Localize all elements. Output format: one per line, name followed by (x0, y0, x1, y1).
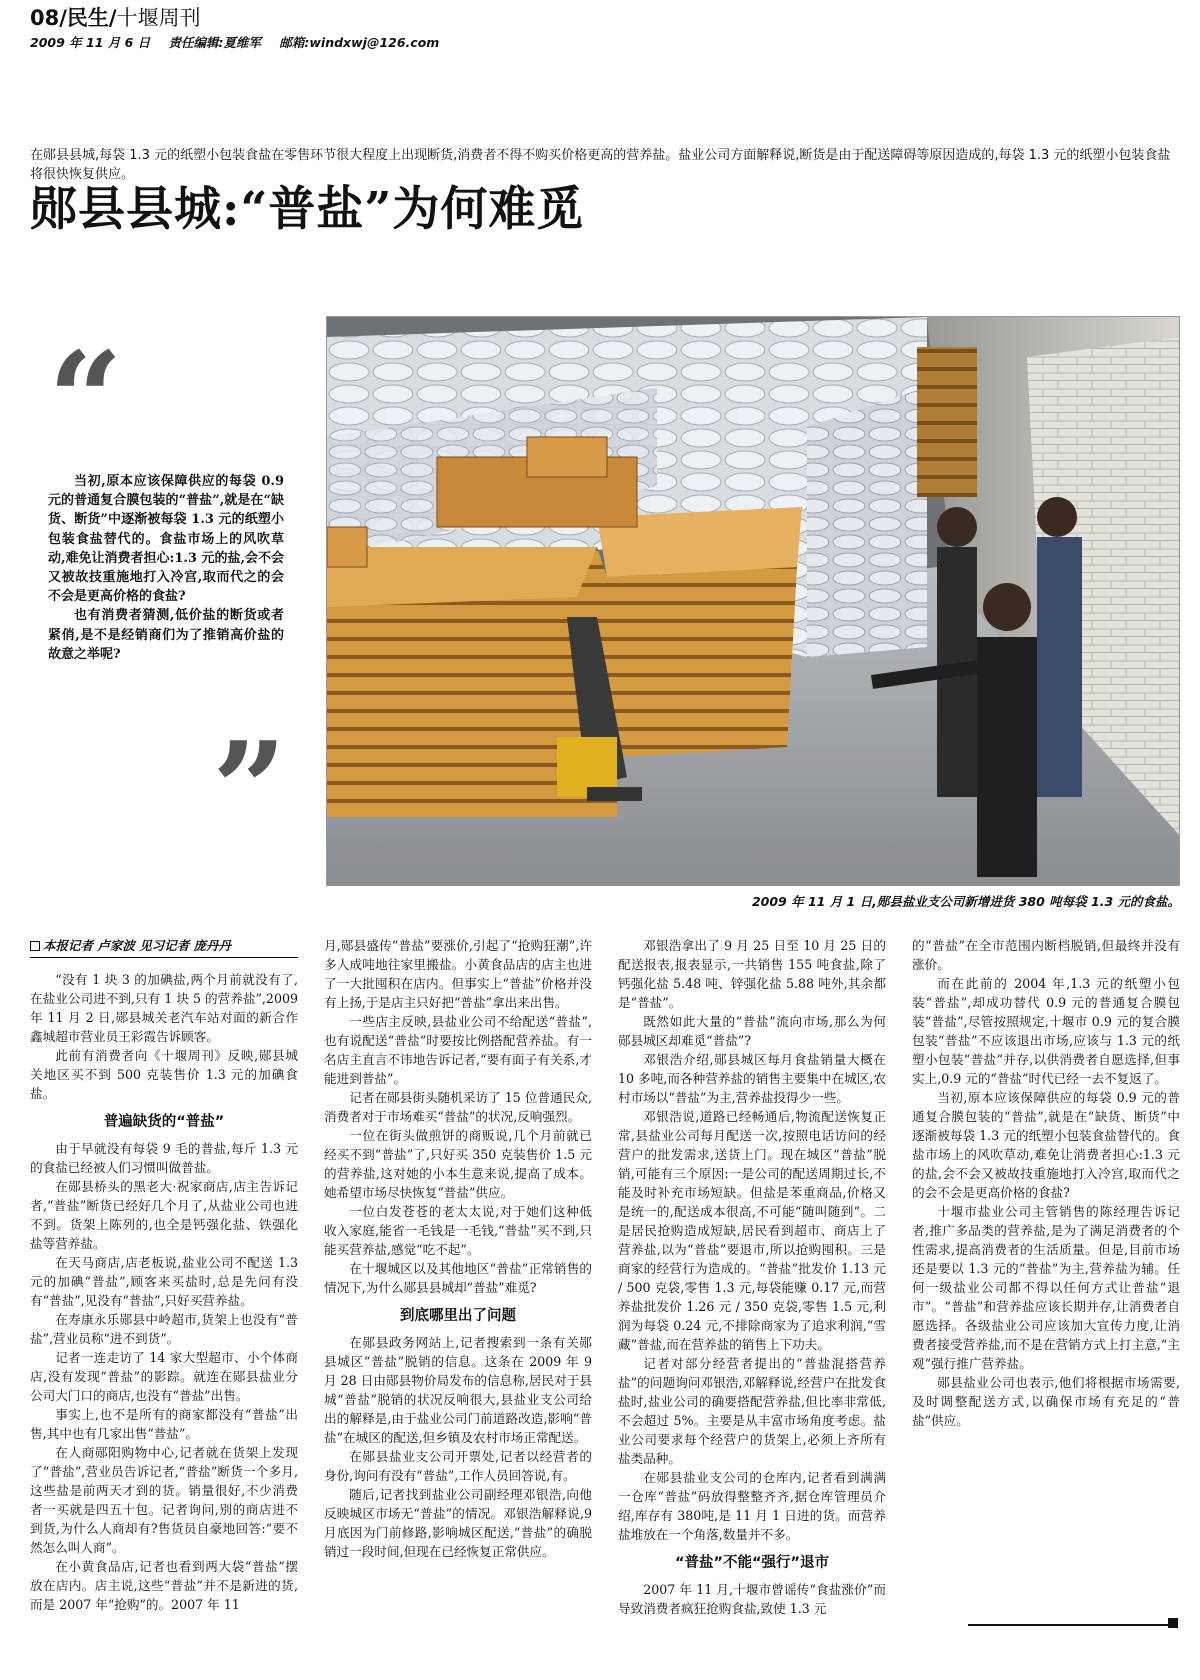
article-column-3 (618, 936, 886, 1666)
end-rule (968, 1624, 1168, 1626)
lead-paragraph: 在郧县县城,每袋 1.3 元的纸塑小包装食盐在零售环节很大程度上出现断货,消费者不得不购买价格更高的营养盐。盐业公司方面解释说,断货是由于配送障碍等原因造成的,每袋 1.3 元的纸塑小包装食盐将很快恢复供应。 (30, 148, 1171, 182)
article-paragraph: 由于早就没有每袋 9 毛的普盐,每斤 1.3 元的食盐已经被人们习惯叫做普盐。 (30, 1141, 298, 1175)
masthead (30, 4, 1180, 52)
article-column-1 (30, 936, 298, 1666)
editor-name: 责任编辑:夏维军 (168, 35, 262, 50)
subheading: 普遍缺货的“普盐” (103, 1114, 225, 1130)
article-column-4 (912, 936, 1180, 1666)
pull-quote-paragraph: 也有消费者猜测,低价盐的断货或者紧俏,是不是经销商们为了推销高价盐的故意之举呢? (48, 608, 284, 662)
article-paragraph: 2007 年 11 月,十堰市曾谣传“食盐涨价”而导致消费者疯狂抢购食盐,致使 1.3 元 (618, 1582, 886, 1616)
article-paragraph: 记者对部分经营者提出的“普盐混搭营养盐”的问题询问邓银浩,邓解释说,经营户在批发食盐时,盐业公司的确要搭配营养盐,但比率非常低,不会超过 5%。主要是从丰富市场角度考虑。盐业公司要求每个经营户的货架上,必须上齐所有盐类品种。 (618, 1356, 886, 1466)
subheading: “普盐”不能“强行”退市 (674, 1555, 830, 1571)
warehouse-photo (326, 316, 1180, 886)
section-name: 民生 (66, 6, 109, 30)
article-body (30, 936, 1180, 1666)
open-quote-icon: “ (48, 323, 123, 476)
article-paragraph: 当初,原本应该保障供应的每袋 0.9 元的普通复合膜包装的“普盐”,就是在“缺货、断货”中逐渐被每袋 1.3 元的纸塑小包装食盐替代的。食盐市场上的风吹草动,难免让消费者担心:1.3 元的盐,会不会又被故技重施地打入冷宫,取而代之的会不会是更高价格的食盐? (912, 1090, 1180, 1200)
end-mark-icon (1168, 1618, 1178, 1628)
headline: 郧县县城:“普盐”为何难觅 (30, 182, 585, 237)
article-paragraph: 在人商郧阳购物中心,记者就在货架上发现了“普盐”,营业员告诉记者,“普盐”断货一个多月,这些盐是前两天才到的货。销量很好,不少消费者一买就是四五十包。记者询问,别的商店进不到货,为什么人商却有?售货员自豪地回答:“要不然怎么叫人商”。 (30, 1445, 298, 1555)
close-quote-icon: ” (212, 713, 287, 866)
article-paragraph: 而在此前的 2004 年,1.3 元的纸塑小包装“普盐”,却成功替代 0.9 元的普通复合膜包装“普盐”,尽管按照规定,十堰市 0.9 元的复合膜包装“普盐”不应该退出市场,应该与 1.3 元的纸塑小包装“普盐”并存,以供消费者自愿选择,但事实上,0.9 元的“普盐”时代已经一去不复返了。 (912, 976, 1180, 1086)
article-paragraph: 在郧县政务网站上,记者搜索到一条有关郧县城区“普盐”脱销的信息。这条在 2009 年 9 月 28 日由郧县物价局发布的信息称,居民对于县城“普盐”脱销的状况反响很大,县盐业支公司给出的解释是,由于盐业公司门前道路改造,影响“普盐”在城区的配送,但乡镇及农村市场正常配送。 (324, 1335, 592, 1445)
article-paragraph: 在郧县盐业支公司的仓库内,记者看到满满一仓库“普盐”码放得整整齐齐,据仓库管理员介绍,库存有 380吨,是 11 月 1 日进的货。而营养盐堆放在一个角落,数量并不多。 (618, 1470, 886, 1542)
article-paragraph: 月,郧县盛传“普盐”要涨价,引起了“抢购狂潮”,许多人成吨地往家里搬盐。小黄食品店的店主也进了一大批囤积在店内。但事实上“普盐”价格并没有上扬,于是店主只好把“普盐”拿出来出售。 (324, 938, 592, 1010)
article-paragraph: 在天马商店,店老板说,盐业公司不配送 1.3 元的加碘“普盐”,顾客来买盐时,总是先问有没有“普盐”,见没有“普盐”,只好买营养盐。 (30, 1255, 298, 1308)
byline-box-icon (30, 941, 40, 951)
article-paragraph: 一些店主反映,县盐业公司不给配送“普盐”,也有说配送“普盐”时要按比例搭配营养盐。有一名店主直言不讳地告诉记者,“要有面子有关系,才能进到普盐”。 (324, 1014, 592, 1086)
page-number: 08/ (30, 6, 67, 30)
article-paragraph: 在十堰城区以及其他地区“普盐”正常销售的情况下,为什么郧县县城却“普盐”难觅? (324, 1261, 592, 1295)
article-paragraph: 事实上,也不是所有的商家都没有“普盐”出售,其中也有几家出售“普盐”。 (30, 1407, 298, 1441)
article-paragraph: 在小黄食品店,记者也看到两大袋“普盐”摆放在店内。店主说,这些“普盐”并不是新进的货,而是 2007 年“抢购”的。2007 年 11 (30, 1559, 298, 1612)
pull-quote (44, 323, 287, 866)
article-paragraph: “没有 1 块 3 的加碘盐,两个月前就没有了,在盐业公司进不到,只有 1 块 5 的营养盐”,2009 年 11 月 2 日,郧县城关老汽车站对面的新合作鑫城超市营业员王彩霞告诉顾客。 (30, 972, 298, 1044)
article-paragraph: 随后,记者找到盐业公司副经理邓银浩,向他反映城区市场无“普盐”的情况。邓银浩解释说,9 月底因为门前修路,影响城区配送,“普盐”的确脱销过一段时间,但现在已经恢复正常供应。 (324, 1487, 592, 1559)
article-paragraph: 此前有消费者向《十堰周刊》反映,郧县城关地区买不到 500 克装售价 1.3 元的加碘食盐。 (30, 1048, 298, 1101)
subheading: 到底哪里出了问题 (400, 1308, 516, 1324)
article-paragraph: 的“普盐”在全市范围内断档脱销,但最终并没有涨价。 (912, 938, 1180, 972)
masthead-slash: / (108, 6, 117, 30)
editor-email: 邮箱:windxwj@126.com (279, 35, 440, 50)
masthead-info (30, 34, 1180, 52)
article-paragraph: 既然如此大量的“普盐”流向市场,那么为何郧县城区却难觅“普盐”? (618, 1014, 886, 1048)
article-paragraph: 郧县盐业公司也表示,他们将根据市场需要,及时调整配送方式,以确保市场有充足的“普盐”供应。 (912, 1375, 1180, 1428)
photo-caption: 2009 年 11 月 1 日,郧县盐业支公司新增进货 380 吨每袋 1.3 元的食盐。 (751, 894, 1180, 909)
article-paragraph: 一位在街头做煎饼的商贩说,几个月前就已经买不到“普盐”了,只好买 350 克装售价 1.5 元的营养盐,这对她的小本生意来说,提高了成本。她希望市场尽快恢复“普盐”供应。 (324, 1128, 592, 1200)
warehouse-photo-illustration (327, 317, 1180, 886)
byline (30, 936, 298, 958)
article-paragraph: 在寿康永乐郧县中岭超市,货架上也没有“普盐”,营业员称“进不到货”。 (30, 1312, 298, 1346)
article-paragraph: 一位白发苍苍的老太太说,对于她们这种低收入家庭,能省一毛钱是一毛钱,“普盐”买不到,只能买营养盐,感觉“吃不起”。 (324, 1204, 592, 1257)
article-column-2 (324, 936, 592, 1666)
article-paragraph: 记者在郧县街头随机采访了 15 位普通民众,消费者对于市场难买“普盐”的状况,反响强烈。 (324, 1090, 592, 1124)
article-paragraph: 在郧县盐业支公司开票处,记者以经营者的身份,询问有没有“普盐”,工作人员回答说,有。 (324, 1449, 592, 1483)
masthead-title (30, 4, 1180, 32)
article-paragraph: 邓银浩介绍,郧县城区每月食盐销量大概在 10 多吨,而各种营养盐的销售主要集中在城区,农村市场以“普盐”为主,营养盐投得少一些。 (618, 1052, 886, 1105)
pull-quote-text (48, 472, 284, 664)
pull-quote-paragraph: 当初,原本应该保障供应的每袋 0.9 元的普通复合膜包装的“普盐”,就是在“缺货、断货”中逐渐被每袋 1.3 元的纸塑小包装食盐替代的。食盐市场上的风吹草动,难免让消费者担心:1.3 元的盐,会不会又被故技重施地打入冷宫,取而代之的会不会是更高价格的食盐? (48, 474, 284, 605)
article-paragraph: 在郧县桥头的黑老大·祝家商店,店主告诉记者,“普盐”断货已经好几个月了,从盐业公司也进不到。货架上陈列的,也全是钙强化盐、铁强化盐等营养盐。 (30, 1179, 298, 1251)
article-paragraph: 邓银浩说,道路已经畅通后,物流配送恢复正常,县盐业公司每月配送一次,按照电话访问的经营户的批发需求,送货上门。现在城区“普盐”脱销,可能有三个原因:一是公司的配送周期过长,不能及时补充市场短缺。但盐是苯重商品,价格又是统一的,配送成本很高,不可能“随叫随到”。二是居民抢购造成短缺,居民看到超市、商店上了营养盐,以为“普盐”要退市,所以抢购囤积。三是商家的经营行为造成的。“普盐”批发价 1.13 元 / 500 克袋,零售 1.3 元,每袋能赚 0.17 元,而营养盐批发价 1.26 元 / 350 克袋,零售 1.5 元,利润为每袋 0.24 元,不排除商家为了追求利润,“雪藏”普盐,而在营养盐的销售上下功夫。 (618, 1109, 886, 1352)
article-paragraph: 十堰市盐业公司主管销售的陈经理告诉记者,推广多品类的营养盐,是为了满足消费者的个性需求,提高消费者的生活质量。但是,目前市场还是要以 1.3 元的“普盐”为主,营养盐为辅。任何一级盐业公司都不得以任何方式让普盐“退市”。“普盐”和营养盐应该长期并存,让消费者自愿选择。各级盐业公司应该加大宣传力度,让消费者接受营养盐,而不是在营销方式上打主意,“主观”强行推广营养盐。 (912, 1204, 1180, 1371)
paper-name: 十堰周刊 (116, 6, 201, 30)
issue-date: 2009 年 11 月 6 日 (30, 35, 151, 50)
byline-text: 本报记者 卢家波 见习记者 庞丹丹 (43, 938, 232, 953)
article-paragraph: 邓银浩拿出了 9 月 25 日至 10 月 25 日的配送报表,报表显示,一共销售 155 吨食盐,除了钙强化盐 5.48 吨、锌强化盐 5.88 吨外,其余都是“普盐”。 (618, 938, 886, 1010)
article-paragraph: 记者一连走访了 14 家大型超市、小个体商店,没有发现“普盐”的影踪。就连在郧县盐业分公司大门口的商店,也没有“普盐”出售。 (30, 1350, 298, 1403)
